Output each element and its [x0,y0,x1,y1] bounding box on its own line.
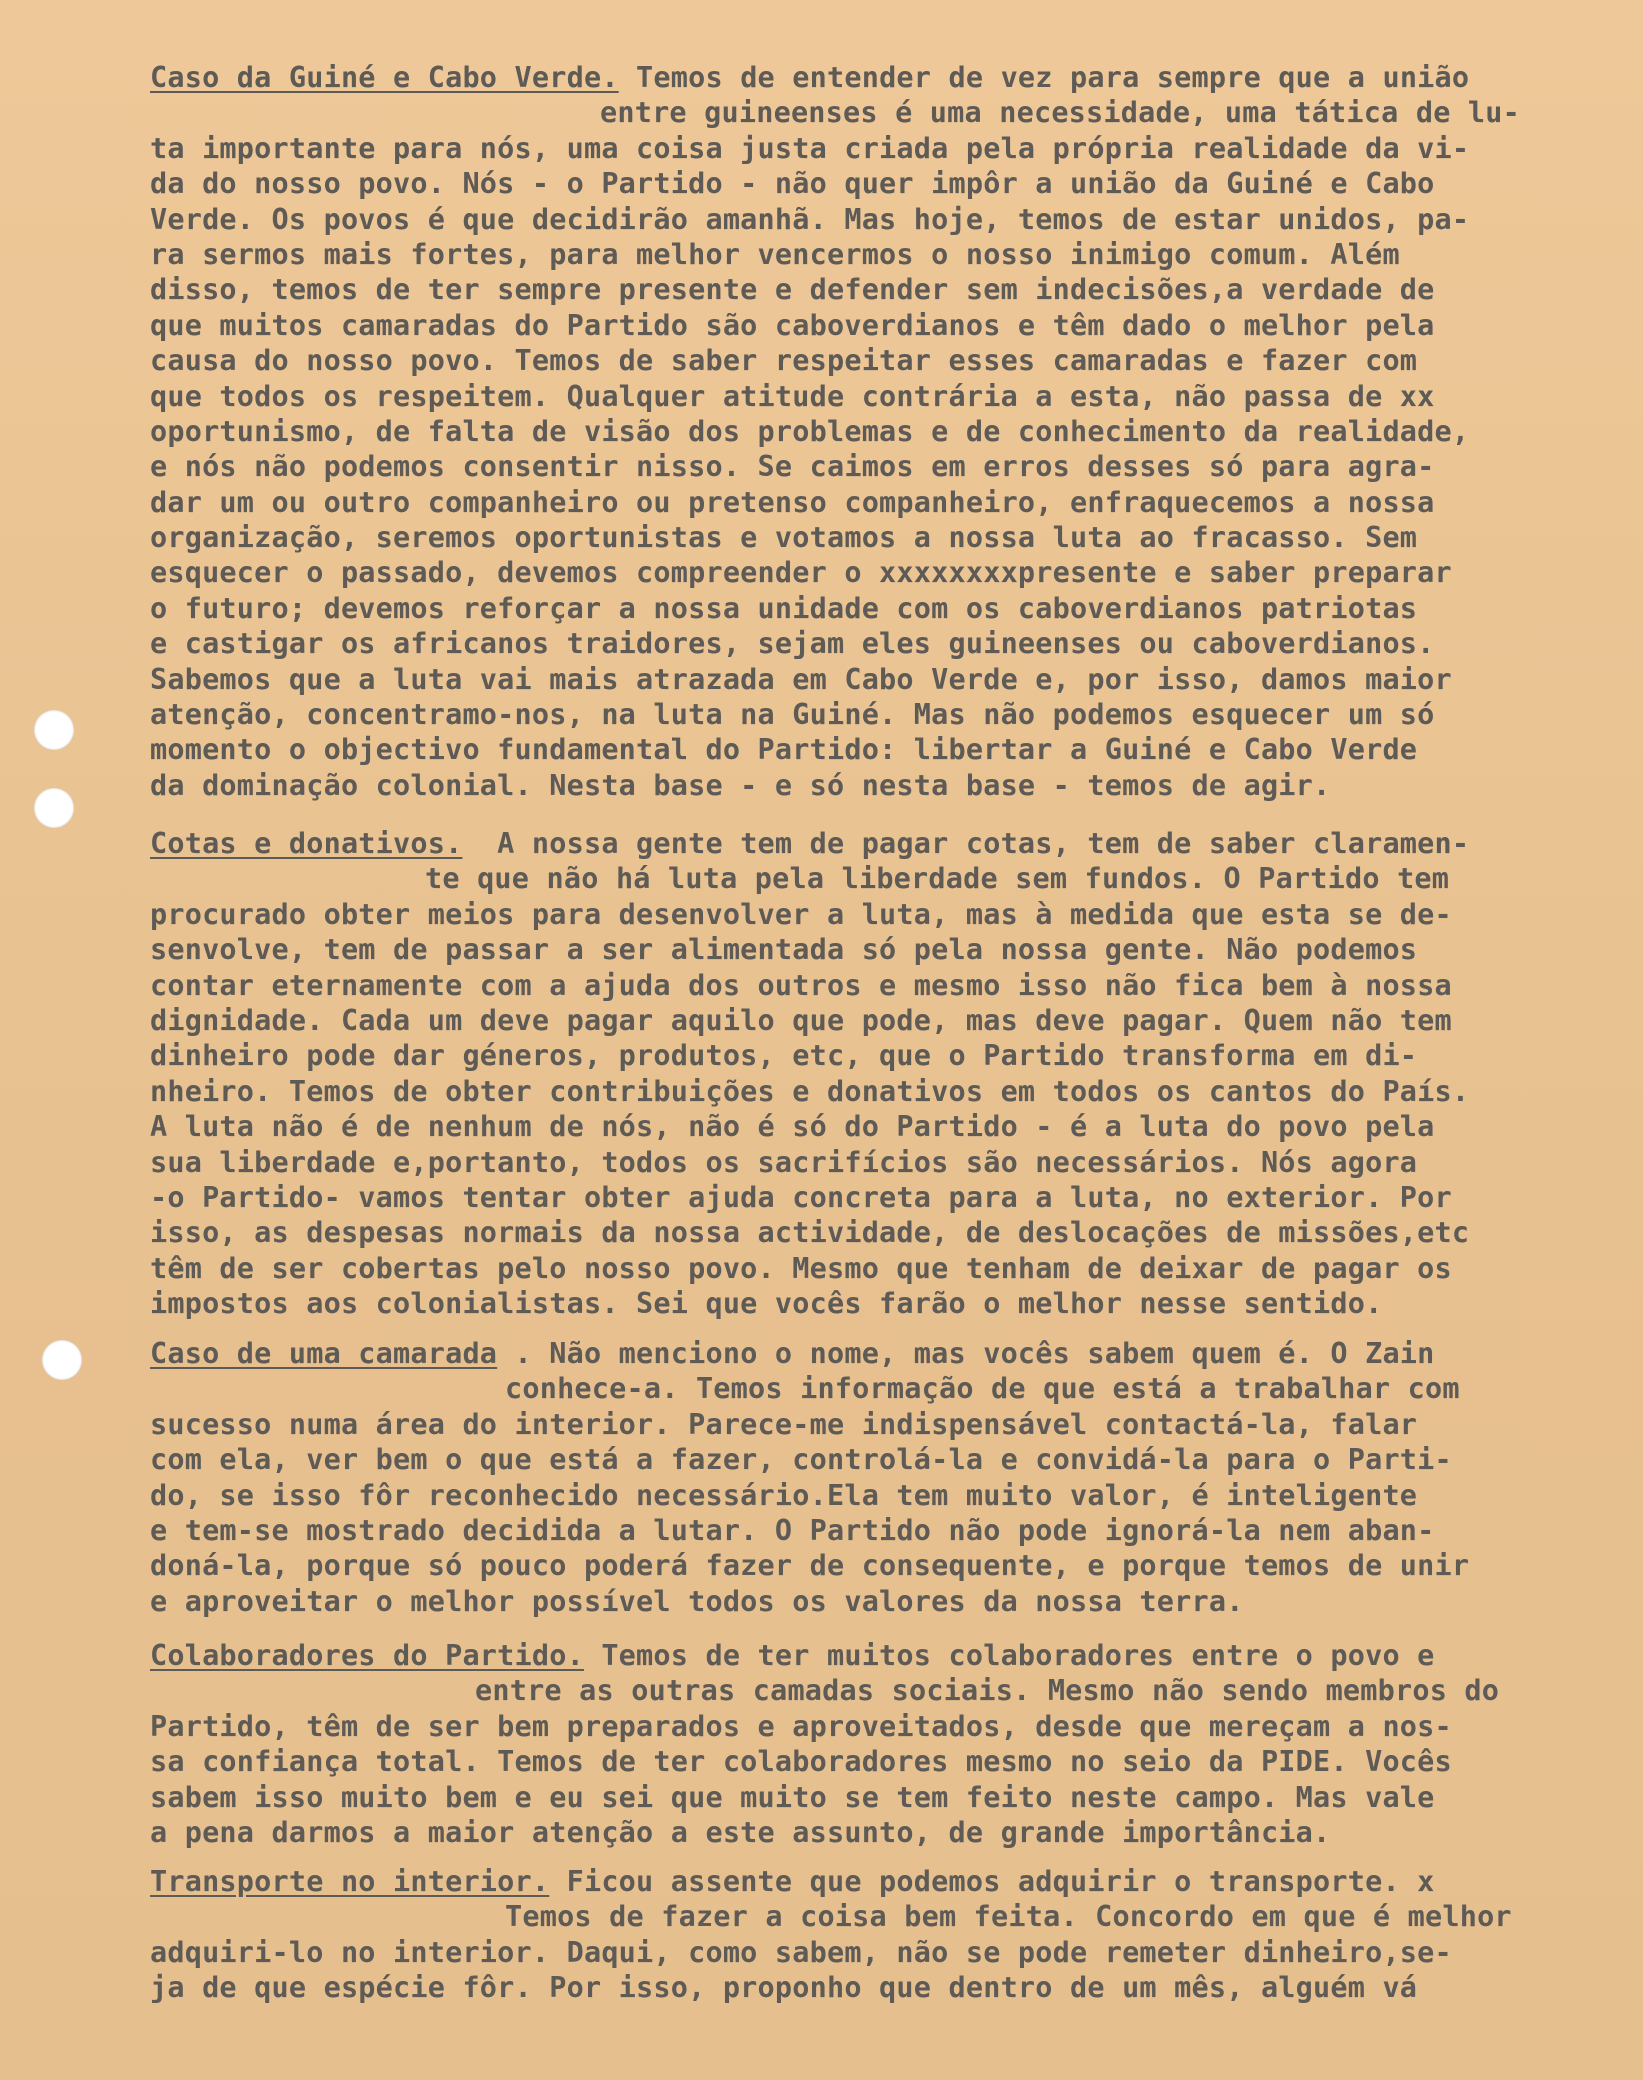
text-line: nheiro. Temos de obter contribuições e donativos em todos os cantos do País. [150,1074,1470,1108]
paragraph-cotas-donativos [150,826,1630,1321]
text-line: momento o objectivo fundamental do Partido: libertar a Guiné e Cabo Verde [150,733,1418,767]
text-line: organização, seremos oportunistas e votamos a nossa luta ao fracasso. Sem [150,521,1418,555]
text-line: e nós não podemos consentir nisso. Se caimos em erros desses só para agra- [150,450,1435,484]
first-line [150,60,1630,95]
text-line: oportunismo, de falta de visão dos problemas e de conhecimento da realidade, [150,414,1470,448]
text-line: da dominação colonial. Nesta base - e só nesta base - temos de agir. [150,768,1331,802]
text-line: causa do nosso povo. Temos de saber respeitar esses camaradas e fazer com [150,344,1418,378]
punch-hole [34,710,74,750]
text-line: do, se isso fôr reconhecido necessário.Ela tem muito valor, é inteligente [150,1478,1418,1512]
text-line: esquecer o passado, devemos compreender o xxxxxxxxpresente e saber preparar [150,556,1452,590]
section-heading: Caso de uma camarada [150,1337,498,1370]
text-line: . Não menciono o nome, mas vocês sabem quem é. O Zain [497,1337,1435,1370]
text-line: e tem-se mostrado decidida a lutar. O Partido não pode ignorá-la nem aban- [150,1513,1435,1547]
text-line: e castigar os africanos traidores, sejam eles guineenses ou caboverdianos. [150,627,1435,661]
text-line: o futuro; devemos reforçar a nossa unidade com os caboverdianos patriotas [150,591,1418,625]
text-line: que muitos camaradas do Partido são caboverdianos e têm dado o melhor pela [150,308,1435,342]
text-line: ra sermos mais fortes, para melhor vencermos o nosso inimigo comum. Além [150,237,1400,271]
text-line: Partido, têm de ser bem preparados e aproveitados, desde que mereçam a nos- [150,1709,1452,1743]
text-line: Sabemos que a luta vai mais atrazada em Cabo Verde e, por isso, damos maior [150,662,1452,696]
text-line: ta importante para nós, uma coisa justa criada pela própria realidade da vi- [150,131,1470,165]
punch-hole [42,1340,82,1380]
text-line: Temos de entender de vez para sempre que a união [618,61,1470,94]
text-line: com ela, ver bem o que está a fazer, controlá-la e convidá-la para o Parti- [150,1443,1452,1477]
text-line: Temos de fazer a coisa bem feita. Concordo em que é melhor [505,1900,1512,1934]
first-line [150,826,1630,861]
text-line: a pena darmos a maior atenção a este assunto, de grande importância. [150,1815,1331,1849]
text-line: sabem isso muito bem e eu sei que muito se tem feito neste campo. Mas vale [150,1780,1435,1814]
section-heading: Transporte no interior. [150,1865,550,1898]
text-line: procurado obter meios para desenvolver a luta, mas à medida que esta se de- [150,897,1452,931]
text-line: e aproveitar o melhor possível todos os valores da nossa terra. [150,1584,1244,1618]
text-line: dinheiro pode dar géneros, produtos, etc, que o Partido transforma em di- [150,1039,1418,1073]
text-line: te que não há luta pela liberdade sem fundos. O Partido tem [425,862,1450,896]
text-line: ja de que espécie fôr. Por isso, proponho que dentro de um mês, alguém vá [150,1971,1418,2005]
text-line: senvolve, tem de passar a ser alimentada só pela nossa gente. Não podemos [150,933,1418,967]
text-line: sua liberdade e,portanto, todos os sacrifícios são necessários. Nós agora [150,1145,1418,1179]
text-line: impostos aos colonialistas. Sei que vocês farão o melhor nesse sentido. [150,1287,1383,1321]
text-line: dignidade. Cada um deve pagar aquilo que pode, mas deve pagar. Quem não tem [150,1003,1452,1037]
text-line: entre guineenses é uma necessidade, uma tática de lu- [600,96,1520,130]
text-line: da do nosso povo. Nós - o Partido - não quer impôr a união da Guiné e Cabo [150,167,1435,201]
punch-hole [34,788,74,828]
section-heading: Colaboradores do Partido. [150,1639,584,1672]
text-line: que todos os respeitem. Qualquer atitude contrária a esta, não passa de xx [150,379,1435,413]
paragraph-caso-guine-cabo-verde [150,60,1630,803]
text-line: têm de ser cobertas pelo nosso povo. Mesmo que tenham de deixar de pagar os [150,1251,1452,1285]
text-line: sucesso numa área do interior. Parece-me indispensável contactá-la, falar [150,1407,1418,1441]
text-line: doná-la, porque só pouco poderá fazer de consequente, e porque temos de unir [150,1549,1470,1583]
text-line: isso, as despesas normais da nossa actividade, de deslocações de missões,etc [150,1216,1470,1250]
text-line: Verde. Os povos é que decidirão amanhã. Mas hoje, temos de estar unidos, pa- [150,202,1470,236]
text-line: A nossa gente tem de pagar cotas, tem de saber claramen- [462,827,1470,860]
text-line: Ficou assente que podemos adquirir o transporte. x [549,1865,1435,1898]
first-line [150,1864,1630,1899]
text-line: conhece-a. Temos informação de que está a trabalhar com [505,1372,1460,1406]
paragraph-caso-camarada [150,1336,1630,1619]
text-line: disso, temos de ter sempre presente e defender sem indecisões,a verdade de [150,273,1435,307]
section-heading: Caso da Guiné e Cabo Verde. [150,61,619,94]
text-line: contar eternamente com a ajuda dos outros e mesmo isso não fica bem à nossa [150,968,1452,1002]
text-line: entre as outras camadas sociais. Mesmo não sendo membros do [475,1674,1500,1708]
paragraph-colaboradores [150,1638,1630,1850]
text-line: -o Partido- vamos tentar obter ajuda concreta para a luta, no exterior. Por [150,1180,1452,1214]
first-line [150,1336,1630,1371]
section-heading: Cotas e donativos. [150,827,463,860]
first-line [150,1638,1630,1673]
text-line: Temos de ter muitos colaboradores entre o povo e [583,1639,1435,1672]
text-line: A luta não é de nenhum de nós, não é só do Partido - é a luta do povo pela [150,1110,1435,1144]
paragraph-transporte [150,1864,1630,2006]
text-line: sa confiança total. Temos de ter colaboradores mesmo no seio da PIDE. Vocês [150,1745,1452,1779]
text-line: atenção, concentramo-nos, na luta na Guiné. Mas não podemos esquecer um só [150,698,1435,732]
text-line: adquiri-lo no interior. Daqui, como sabem, não se pode remeter dinheiro,se- [150,1935,1452,1969]
text-line: dar um ou outro companheiro ou pretenso companheiro, enfraquecemos a nossa [150,485,1435,519]
